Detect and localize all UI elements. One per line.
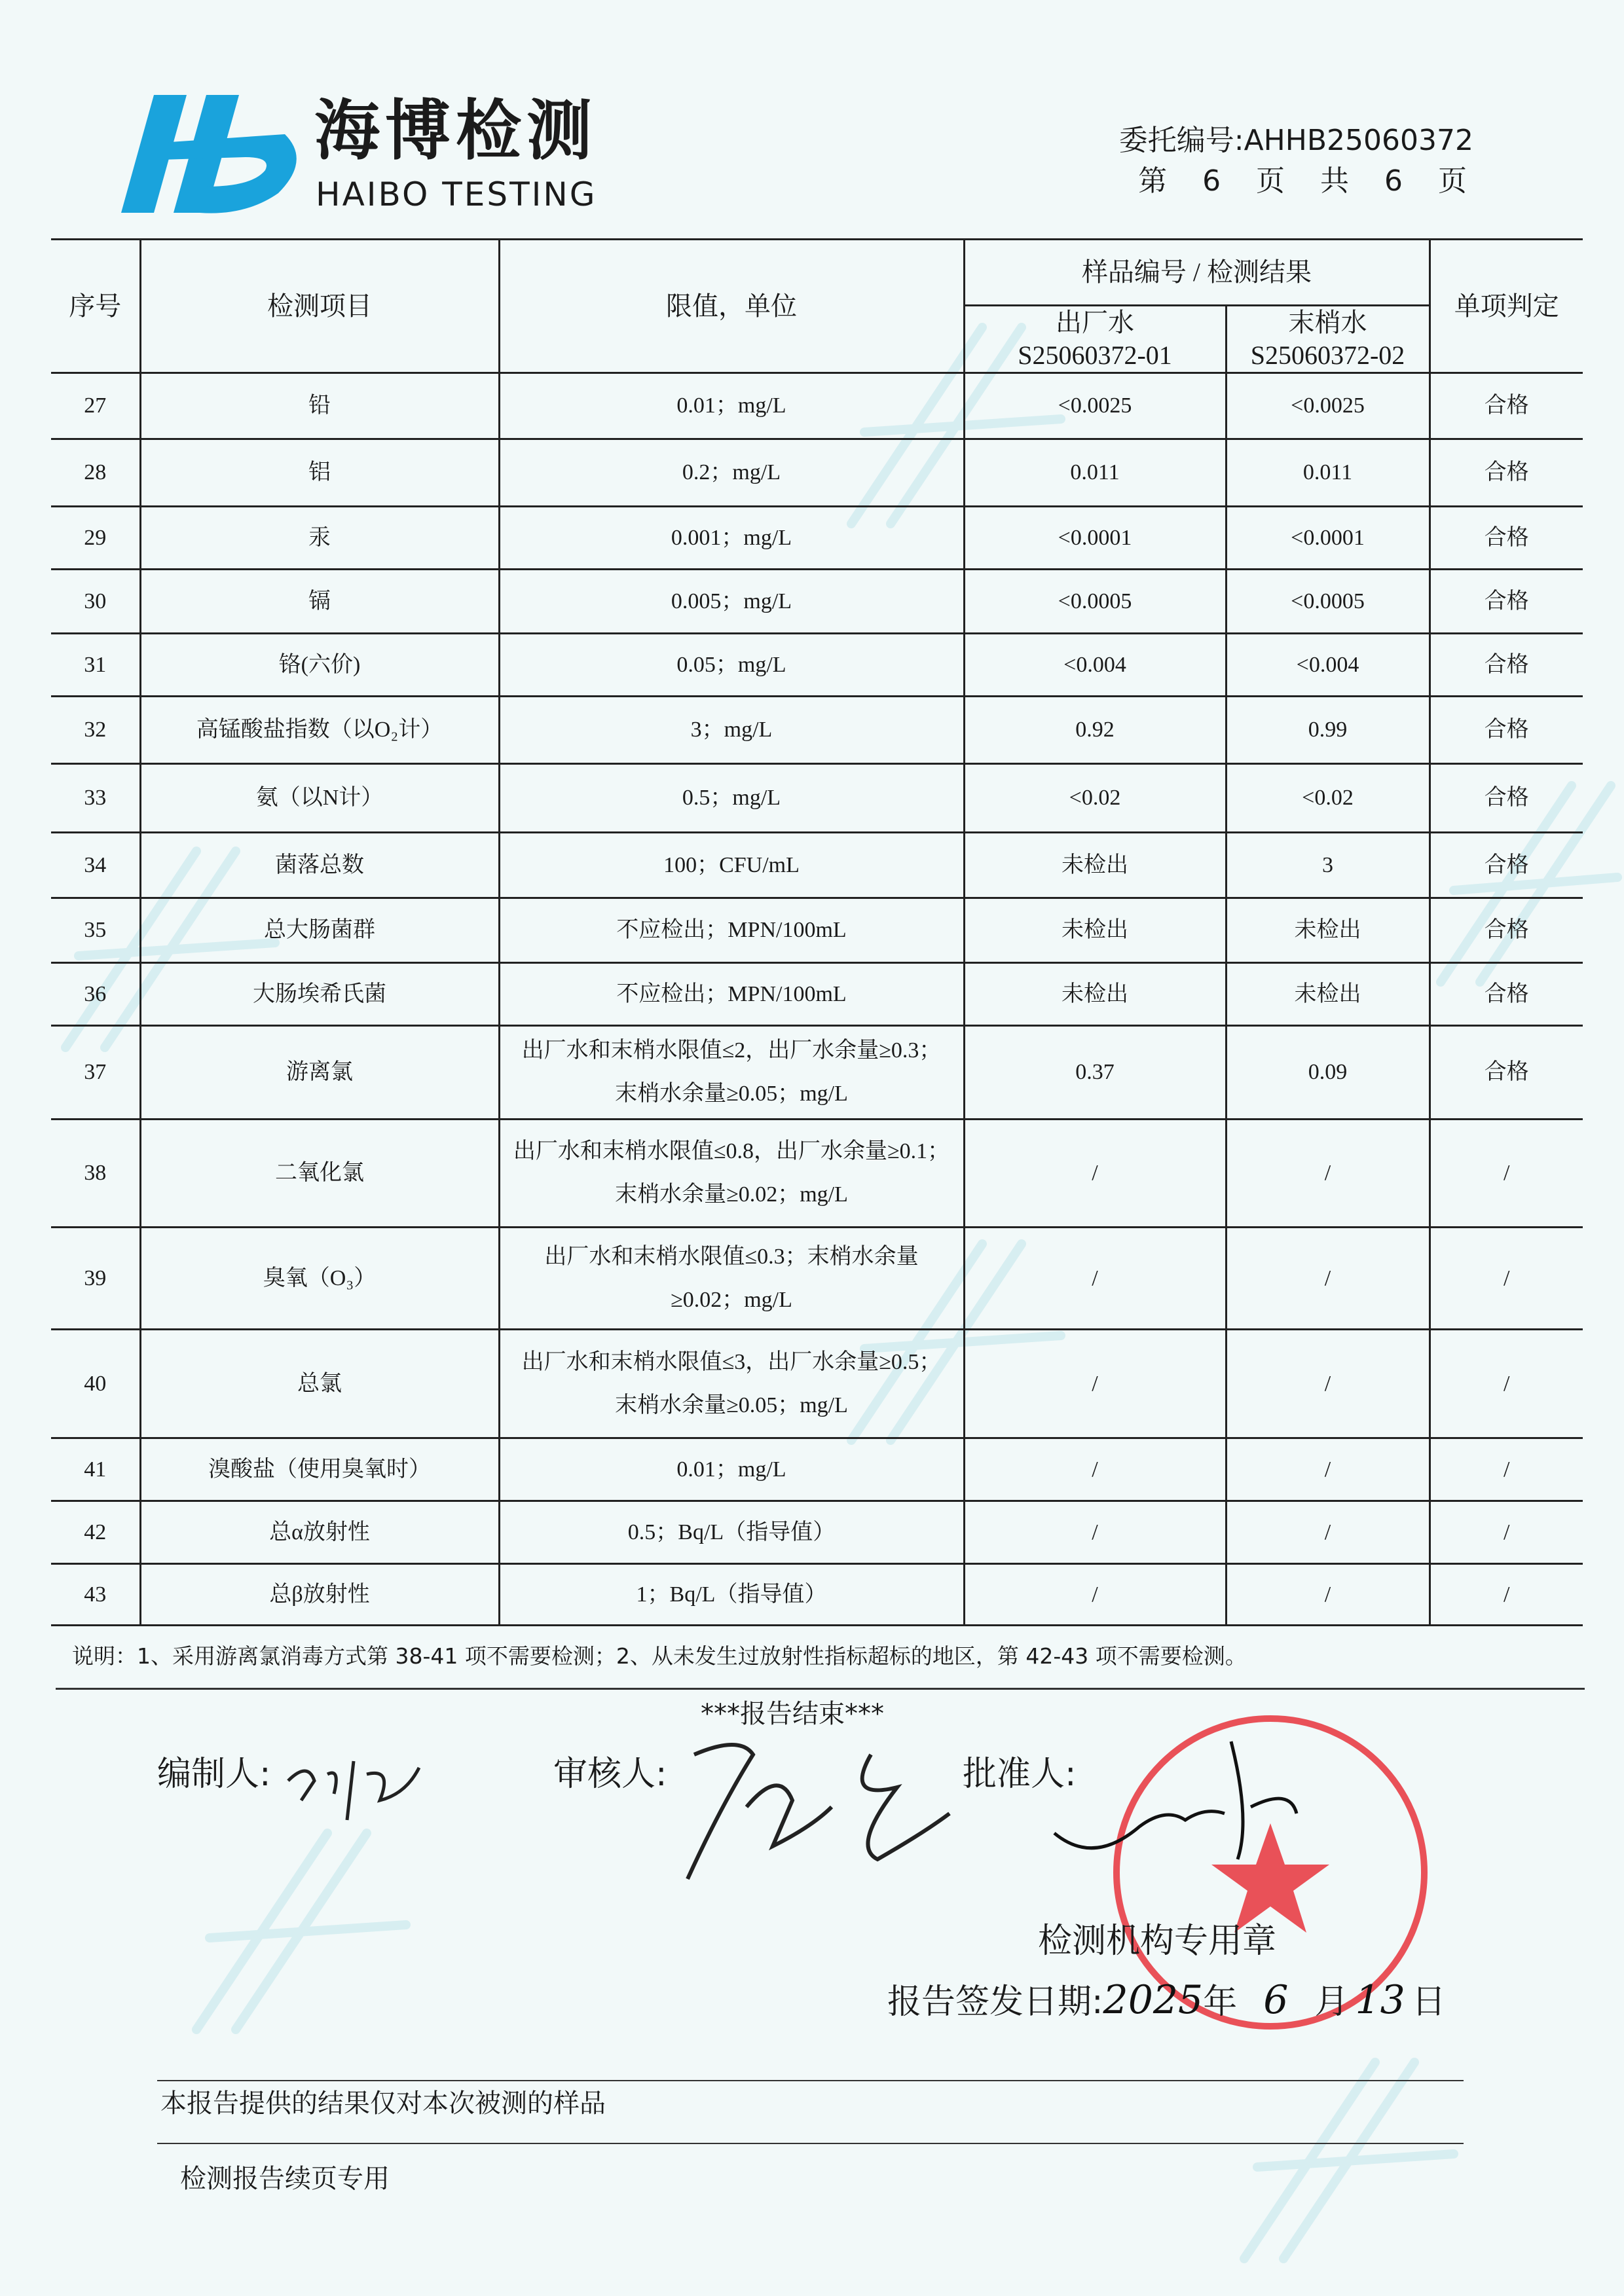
cell-item: 铝 [140,439,499,507]
cell-item: 高锰酸盐指数（以O₂计） [140,697,499,764]
cell-no: 35 [51,898,140,963]
date-year: 2025 [1103,1977,1204,2023]
cell-result-outlet: 0.92 [964,697,1226,764]
seal-label: 检测机构专用章 [1038,1922,1277,1961]
table-row [51,373,1583,439]
cell-result-terminal: / [1226,1228,1430,1330]
sample1-name: 出厂水 [1056,308,1134,337]
brand-name-cn: 海博检测 [314,92,597,169]
cell-no: 40 [51,1330,140,1438]
cell-judgement: 合格 [1430,963,1583,1026]
header-limit: 限值，单位 [499,240,964,373]
cell-result-outlet: 未检出 [964,833,1226,898]
cell-limit: 0.001；mg/L [499,507,964,570]
sample1-id: S25060372-01 [1018,340,1172,370]
table-row [51,963,1583,1026]
table-row [51,697,1583,764]
cell-result-outlet: / [964,1228,1226,1330]
cell-no: 29 [51,507,140,570]
cell-limit: 出厂水和末梢水限值≤2，出厂水余量≥0.3；末梢水余量≥0.05；mg/L [499,1026,964,1120]
brand-name-en: HAIBO TESTING [316,175,597,213]
table-row [51,1501,1583,1564]
cell-no: 30 [51,570,140,634]
compiler-signature [282,1741,432,1827]
cell-judgement: 合格 [1430,373,1583,439]
cell-judgement: 合格 [1430,833,1583,898]
year-label: 年 [1203,1982,1238,2022]
continuation-label: 检测报告续页专用 [180,2164,390,2194]
cell-limit: 0.01；mg/L [499,373,964,439]
cell-no: 37 [51,1026,140,1120]
cell-limit: 出厂水和末梢水限值≤3，出厂水余量≥0.5；末梢水余量≥0.05；mg/L [499,1330,964,1438]
cell-result-outlet: <0.0001 [964,507,1226,570]
cell-no: 42 [51,1501,140,1564]
cell-result-outlet: <0.0025 [964,373,1226,439]
cell-no: 31 [51,634,140,697]
cell-limit: 0.2；mg/L [499,439,964,507]
cell-result-outlet: / [964,1330,1226,1438]
cell-result-terminal: 3 [1226,833,1430,898]
cell-no: 33 [51,764,140,833]
table-row [51,1564,1583,1626]
cell-item: 汞 [140,507,499,570]
cell-item: 总α放射性 [140,1501,499,1564]
header-sample2 [1226,306,1430,373]
results-table [51,238,1583,1626]
cell-judgement: / [1430,1120,1583,1228]
divider [56,1688,1585,1690]
cell-limit: 不应检出；MPN/100mL [499,963,964,1026]
sample2-id: S25060372-02 [1250,340,1405,370]
haibo-logo-icon [115,88,311,219]
page-indicator: 第 6 页 共 6 页 [1138,164,1473,198]
cell-limit: 出厂水和末梢水限值≤0.8，出厂水余量≥0.1；末梢水余量≥0.02；mg/L [499,1120,964,1228]
reviewer-signature [681,1728,956,1892]
cell-result-terminal: <0.0005 [1226,570,1430,634]
cell-result-terminal: / [1226,1120,1430,1228]
reviewer-label: 审核人: [553,1755,667,1794]
table-row [51,764,1583,833]
cell-judgement: 合格 [1430,697,1583,764]
cell-limit: 100；CFU/mL [499,833,964,898]
cell-judgement: 合格 [1430,634,1583,697]
header-sample-group: 样品编号 / 检测结果 [964,240,1430,306]
date-day: 13 [1355,1977,1405,2023]
table-row [51,507,1583,570]
cell-result-outlet: 未检出 [964,898,1226,963]
cell-result-outlet: / [964,1564,1226,1626]
cell-judgement: 合格 [1430,764,1583,833]
cell-item: 镉 [140,570,499,634]
cell-judgement: 合格 [1430,1026,1583,1120]
cell-judgement: 合格 [1430,439,1583,507]
cell-item: 臭氧（O₃） [140,1228,499,1330]
cell-judgement: 合格 [1430,507,1583,570]
table-row [51,1330,1583,1438]
cell-result-terminal: <0.0025 [1226,373,1430,439]
cell-limit: 出厂水和末梢水限值≤0.3；末梢水余量≥0.02；mg/L [499,1228,964,1330]
ref-value: AHHB25060372 [1244,124,1473,157]
month-label: 月 [1314,1982,1349,2022]
approver-label: 批准人: [963,1755,1077,1794]
header-no: 序号 [51,240,140,373]
cell-result-outlet: 0.011 [964,439,1226,507]
cell-limit: 0.05；mg/L [499,634,964,697]
cell-limit: 0.005；mg/L [499,570,964,634]
cell-result-outlet: <0.004 [964,634,1226,697]
cell-judgement: 合格 [1430,570,1583,634]
divider [157,2143,1464,2144]
cell-no: 43 [51,1564,140,1626]
divider [157,2080,1464,2081]
cell-judgement: / [1430,1438,1583,1501]
cell-result-outlet: <0.0005 [964,570,1226,634]
cell-judgement: / [1430,1228,1583,1330]
day-label: 日 [1411,1982,1446,2022]
cell-result-terminal: / [1226,1501,1430,1564]
compiler-label: 编制人: [157,1755,271,1794]
cell-no: 28 [51,439,140,507]
cell-result-outlet: / [964,1120,1226,1228]
cell-result-terminal: 未检出 [1226,898,1430,963]
commission-number [1119,124,1473,157]
table-row [51,634,1583,697]
cell-item: 二氧化氯 [140,1120,499,1228]
cell-result-outlet: / [964,1438,1226,1501]
cell-item: 溴酸盐（使用臭氧时） [140,1438,499,1501]
cell-item: 铅 [140,373,499,439]
cell-result-outlet: <0.02 [964,764,1226,833]
report-end: ***报告结束*** [701,1699,884,1729]
cell-item: 游离氯 [140,1026,499,1120]
cell-no: 32 [51,697,140,764]
cell-result-terminal: <0.004 [1226,634,1430,697]
cell-result-terminal: / [1226,1564,1430,1626]
table-row [51,570,1583,634]
cell-no: 36 [51,963,140,1026]
table-row [51,833,1583,898]
table-row [51,1120,1583,1228]
cell-judgement: 合格 [1430,898,1583,963]
cell-item: 总氯 [140,1330,499,1438]
cell-result-terminal: 未检出 [1226,963,1430,1026]
issue-date [887,1977,1446,2023]
header-judge: 单项判定 [1430,240,1583,373]
cell-item: 铬(六价) [140,634,499,697]
table-row [51,1228,1583,1330]
cell-limit: 3；mg/L [499,697,964,764]
cell-result-outlet: 0.37 [964,1026,1226,1120]
cell-limit: 0.5；Bq/L（指导值） [499,1501,964,1564]
table-row [51,898,1583,963]
cell-item: 菌落总数 [140,833,499,898]
note-text: 说明：1、采用游离氯消毒方式第 38-41 项不需要检测；2、从未发生过放射性指标超标的地区，第 42-43 项不需要检测。 [72,1643,1247,1669]
cell-result-outlet: 未检出 [964,963,1226,1026]
cell-item: 氨（以N计） [140,764,499,833]
sample2-name: 末梢水 [1288,308,1367,337]
header-item: 检测项目 [140,240,499,373]
cell-result-terminal: / [1226,1438,1430,1501]
cell-result-terminal: / [1226,1330,1430,1438]
cell-no: 38 [51,1120,140,1228]
cell-no: 39 [51,1228,140,1330]
date-month: 6 [1263,1977,1289,2023]
approver-signature [1035,1728,1336,1872]
cell-limit: 0.01；mg/L [499,1438,964,1501]
disclaimer: 本报告提供的结果仅对本次被测的样品 [160,2088,606,2119]
cell-no: 27 [51,373,140,439]
ref-label: 委托编号: [1118,124,1244,157]
cell-result-terminal: <0.02 [1226,764,1430,833]
cell-result-terminal: 0.09 [1226,1026,1430,1120]
cell-item: 大肠埃希氏菌 [140,963,499,1026]
cell-judgement: / [1430,1564,1583,1626]
cell-result-outlet: / [964,1501,1226,1564]
table-row [51,439,1583,507]
cell-limit: 0.5；mg/L [499,764,964,833]
cell-no: 41 [51,1438,140,1501]
cell-result-terminal: 0.99 [1226,697,1430,764]
cell-limit: 1；Bq/L（指导值） [499,1564,964,1626]
cell-item: 总β放射性 [140,1564,499,1626]
cell-result-terminal: <0.0001 [1226,507,1430,570]
header-sample1 [964,306,1226,373]
cell-judgement: / [1430,1501,1583,1564]
cell-no: 34 [51,833,140,898]
cell-result-terminal: 0.011 [1226,439,1430,507]
table-row [51,1438,1583,1501]
cell-item: 总大肠菌群 [140,898,499,963]
date-label: 报告签发日期: [887,1982,1103,2022]
table-row [51,1026,1583,1120]
cell-limit: 不应检出；MPN/100mL [499,898,964,963]
cell-judgement: / [1430,1330,1583,1438]
